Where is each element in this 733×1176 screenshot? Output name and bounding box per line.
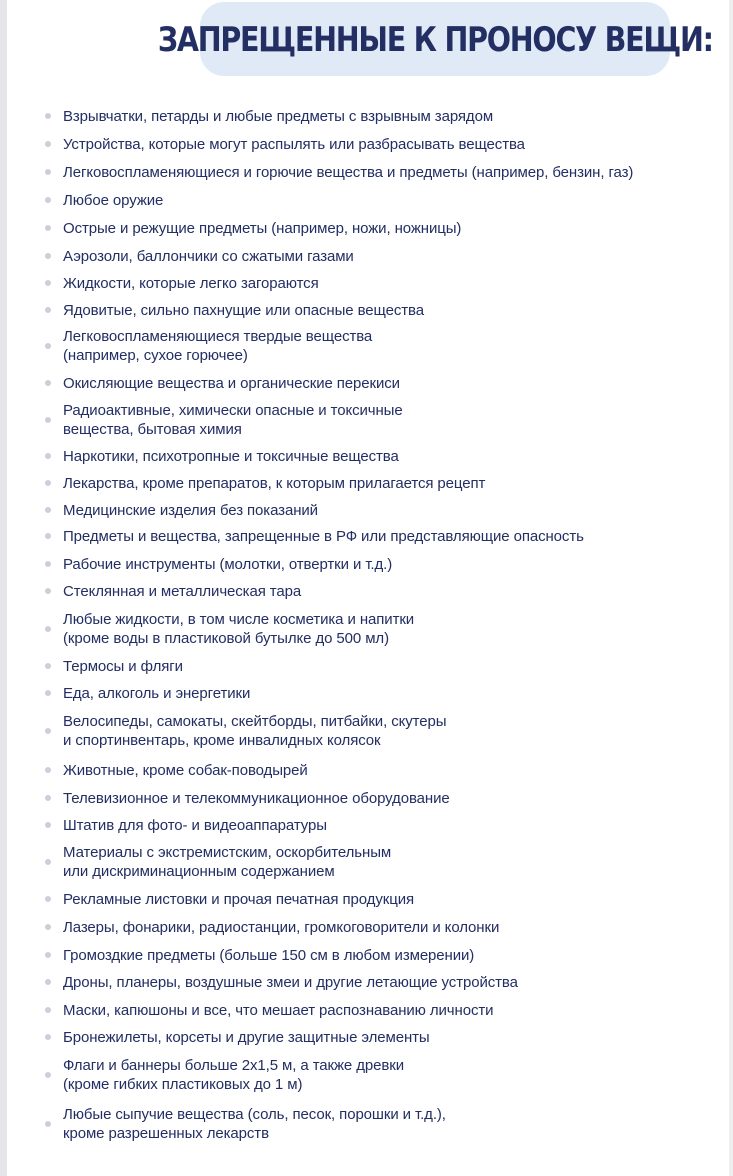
bullet-dot-icon — [45, 307, 51, 313]
list-item-line: Маски, капюшоны и все, что мешает распознаванию личности — [63, 1001, 494, 1019]
list-item-text — [63, 555, 392, 574]
list-item-line: или дискриминационным содержанием — [63, 863, 335, 880]
list-item — [45, 610, 414, 648]
list-item-line: (кроме воды в пластиковой бутылке до 500 мл) — [63, 630, 389, 647]
list-item-line: Медицинские изделия без показаний — [63, 501, 318, 519]
list-item — [45, 789, 450, 808]
list-item-line: Острые и режущие предметы (например, ножи, ножницы) — [63, 219, 462, 237]
list-item-line: Материалы с экстремистским, оскорбительным — [63, 844, 392, 861]
list-item-text — [63, 684, 250, 703]
bullet-dot-icon — [45, 979, 51, 985]
list-item — [45, 107, 493, 126]
list-item-line: и спортинвентарь, кроме инвалидных колясок — [63, 732, 381, 749]
list-item-text — [63, 843, 391, 881]
list-item-line: Стеклянная и металлическая тара — [63, 582, 302, 600]
bullet-dot-icon — [45, 924, 51, 930]
bullet-dot-icon — [45, 417, 51, 423]
list-item-line: Легковоспламеняющиеся твердые вещества — [63, 328, 373, 345]
list-item — [45, 501, 318, 520]
list-item-line: Громоздкие предметы (больше 150 см в любом измерении) — [63, 946, 475, 964]
list-item-text — [63, 1001, 493, 1020]
bullet-dot-icon — [45, 767, 51, 773]
list-item-text — [63, 501, 318, 520]
bullet-dot-icon — [45, 169, 51, 175]
list-item-text — [63, 301, 424, 320]
list-item — [45, 843, 391, 881]
bullet-dot-icon — [45, 1121, 51, 1127]
list-item — [45, 761, 308, 780]
bullet-dot-icon — [45, 113, 51, 119]
list-item — [45, 301, 424, 320]
bullet-dot-icon — [45, 822, 51, 828]
list-item — [45, 712, 446, 750]
list-item — [45, 973, 518, 992]
bullet-dot-icon — [45, 690, 51, 696]
bullet-dot-icon — [45, 663, 51, 669]
list-item-line: Еда, алкоголь и энергетики — [63, 684, 251, 702]
list-item-line: Бронежилеты, корсеты и другие защитные элементы — [63, 1028, 430, 1046]
list-item-line: Жидкости, которые легко загораются — [63, 274, 319, 292]
bullet-dot-icon — [45, 1034, 51, 1040]
bullet-dot-icon — [45, 795, 51, 801]
list-item-text — [63, 816, 327, 835]
list-item — [45, 816, 327, 835]
list-item — [45, 527, 584, 546]
list-item-line: Ядовитые, сильно пахнущие или опасные вещества — [63, 301, 424, 319]
list-item-text — [63, 401, 403, 439]
list-item-text — [63, 527, 584, 546]
list-item-line: вещества, бытовая химия — [63, 421, 242, 438]
list-item-text — [63, 374, 400, 393]
list-item-line: Флаги и баннеры больше 2х1,5 м, а также древки — [63, 1057, 404, 1074]
bullet-dot-icon — [45, 859, 51, 865]
list-item-text — [63, 107, 493, 126]
bullet-dot-icon — [45, 280, 51, 286]
list-item — [45, 1001, 493, 1020]
list-item-text — [63, 973, 518, 992]
list-item — [45, 135, 525, 154]
bullet-dot-icon — [45, 1072, 51, 1078]
list-item-text — [63, 219, 461, 238]
list-item-line: Термосы и фляги — [63, 657, 183, 675]
list-item-text — [63, 1056, 404, 1094]
list-item-line: Рабочие инструменты (молотки, отвертки и т.д.) — [63, 555, 393, 573]
list-item-line: Рекламные листовки и прочая печатная продукция — [63, 890, 414, 908]
list-item-line: Лазеры, фонарики, радиостанции, громкоговорители и колонки — [63, 918, 500, 936]
list-item — [45, 274, 319, 293]
list-item — [45, 1056, 404, 1094]
list-item-line: Велосипеды, самокаты, скейтборды, питбайки, скутеры — [63, 713, 447, 730]
bullet-dot-icon — [45, 453, 51, 459]
list-item-text — [63, 135, 525, 154]
list-item — [45, 247, 354, 266]
list-item-text — [63, 274, 319, 293]
bullet-dot-icon — [45, 533, 51, 539]
list-item-line: Штатив для фото- и видеоаппаратуры — [63, 816, 327, 834]
list-item — [45, 1105, 446, 1143]
list-item-line: (например, сухое горючее) — [63, 347, 248, 364]
list-item — [45, 219, 461, 238]
list-item-line: Наркотики, психотропные и токсичные вещества — [63, 447, 399, 465]
list-item-text — [63, 1105, 446, 1143]
list-item-text — [63, 712, 446, 750]
bullet-dot-icon — [45, 507, 51, 513]
list-item — [45, 191, 163, 210]
bullet-dot-icon — [45, 225, 51, 231]
list-item — [45, 684, 250, 703]
list-item — [45, 1028, 430, 1047]
list-item-line: Телевизионное и телекоммуникационное оборудование — [63, 789, 450, 807]
list-item-text — [63, 890, 414, 909]
list-item — [45, 401, 403, 439]
page-title: ЗАПРЕЩЕННЫЕ К ПРОНОСУ ВЕЩИ: — [157, 20, 713, 60]
list-item-text — [63, 327, 372, 365]
list-item-text — [63, 447, 399, 466]
bullet-dot-icon — [45, 896, 51, 902]
bullet-dot-icon — [45, 480, 51, 486]
list-item-line: (кроме гибких пластиковых до 1 м) — [63, 1076, 303, 1093]
bullet-dot-icon — [45, 253, 51, 259]
list-item — [45, 374, 400, 393]
list-item-text — [63, 610, 414, 648]
bullet-dot-icon — [45, 728, 51, 734]
bullet-dot-icon — [45, 197, 51, 203]
list-item-line: Любое оружие — [63, 191, 164, 209]
list-item-text — [63, 191, 163, 210]
list-item — [45, 890, 414, 909]
list-item-text — [63, 918, 499, 937]
bullet-dot-icon — [45, 588, 51, 594]
list-item — [45, 657, 183, 676]
list-item-text — [63, 163, 633, 182]
list-item-line: Легковоспламеняющиеся и горючие вещества и предметы (например, бензин, газ) — [63, 163, 634, 181]
list-item-line: Лекарства, кроме препаратов, к которым прилагается рецепт — [63, 474, 486, 492]
list-item-text — [63, 1028, 430, 1047]
list-item-line: Окисляющие вещества и органические перекиси — [63, 374, 400, 392]
bullet-dot-icon — [45, 141, 51, 147]
list-item-text — [63, 474, 485, 493]
list-item-line: Взрывчатки, петарды и любые предметы с взрывным зарядом — [63, 107, 494, 125]
list-item-line: Животные, кроме собак-поводырей — [63, 761, 308, 779]
list-item-text — [63, 247, 354, 266]
list-item — [45, 582, 301, 601]
bullet-dot-icon — [45, 626, 51, 632]
list-item-line: кроме разрешенных лекарств — [63, 1125, 269, 1142]
list-item — [45, 327, 372, 365]
list-item-text — [63, 761, 308, 780]
bullet-dot-icon — [45, 952, 51, 958]
list-item-line: Устройства, которые могут распылять или разбрасывать вещества — [63, 135, 525, 153]
bullet-dot-icon — [45, 343, 51, 349]
list-item — [45, 555, 392, 574]
list-item-line: Аэрозоли, баллончики со сжатыми газами — [63, 247, 354, 265]
list-item — [45, 918, 499, 937]
list-item — [45, 163, 633, 182]
list-item-text — [63, 789, 450, 808]
list-item-line: Радиоактивные, химически опасные и токсичные — [63, 402, 403, 419]
list-item — [45, 447, 399, 466]
list-item-text — [63, 657, 183, 676]
list-item — [45, 474, 485, 493]
bullet-dot-icon — [45, 561, 51, 567]
list-item-line: Дроны, планеры, воздушные змеи и другие летающие устройства — [63, 973, 518, 991]
list-item-line: Предметы и вещества, запрещенные в РФ или представляющие опасность — [63, 527, 584, 545]
bullet-dot-icon — [45, 380, 51, 386]
list-item-line: Любые жидкости, в том числе косметика и напитки — [63, 611, 415, 628]
list-item-line: Любые сыпучие вещества (соль, песок, порошки и т.д.), — [63, 1106, 446, 1123]
list-item-text — [63, 946, 474, 965]
bullet-dot-icon — [45, 1007, 51, 1013]
list-item — [45, 946, 474, 965]
list-item-text — [63, 582, 301, 601]
